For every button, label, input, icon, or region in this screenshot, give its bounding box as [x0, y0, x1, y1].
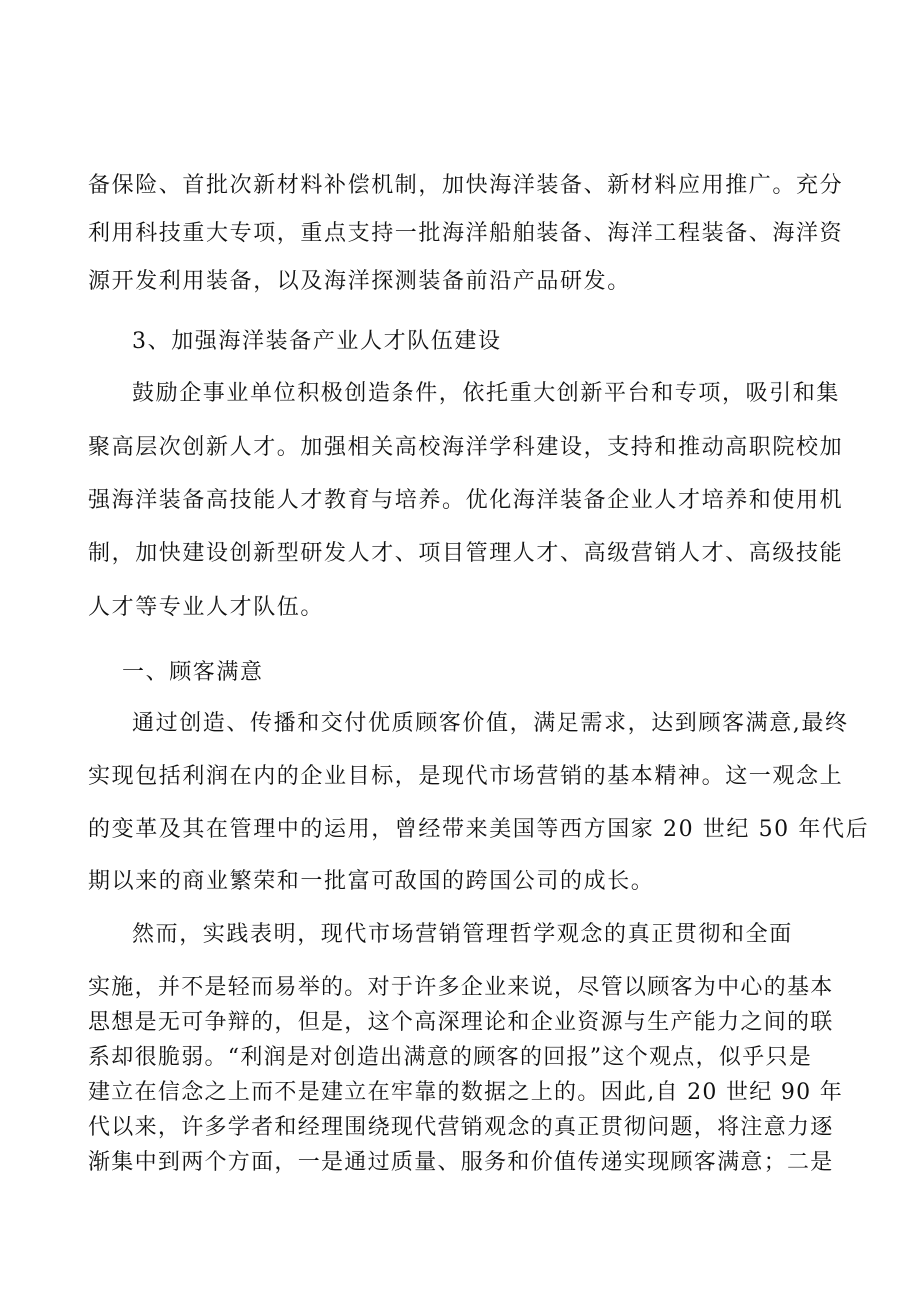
- paragraph-3-line-1: 通过创造、传播和交付优质顾客价值，满足需求，达到顾客满意,最终: [132, 711, 849, 736]
- paragraph-4-line-3: 思想是无可争辩的，但是，这个高深理论和企业资源与生产能力之间的联: [88, 1010, 834, 1035]
- paragraph-1-line-2: 利用科技重大专项，重点支持一批海洋船舶装备、海洋工程装备、海洋资: [88, 221, 844, 246]
- paragraph-4-line-6: 代以来，许多学者和经理围绕现代营销观念的真正贯彻问题，将注意力逐: [88, 1115, 834, 1140]
- paragraph-4-line-4: 系却很脆弱。“利润是对创造出满意的顾客的回报”这个观点，似乎只是: [88, 1045, 813, 1070]
- paragraph-4-line-2: 实施，并不是轻而易举的。对于许多企业来说，尽管以顾客为中心的基本: [88, 975, 834, 1000]
- paragraph-3-line-2: 实现包括利润在内的企业目标，是现代市场营销的基本精神。这一观念上: [88, 764, 844, 789]
- paragraph-1-line-1: 备保险、首批次新材料补偿机制，加快海洋装备、新材料应用推广。充分: [88, 173, 844, 198]
- section-heading-one: 一、顾客满意: [122, 660, 264, 685]
- paragraph-2-line-4: 制，加快建设创新型研发人才、项目管理人才、高级营销人才、高级技能: [88, 541, 844, 566]
- paragraph-2-line-1: 鼓励企事业单位积极创造条件，依托重大创新平台和专项，吸引和集: [132, 381, 841, 406]
- paragraph-4-line-5: 建立在信念之上而不是建立在牢靠的数据之上的。因此,自 20 世纪 90 年: [88, 1080, 844, 1105]
- paragraph-2-line-2: 聚高层次创新人才。加强相关高校海洋学科建设，支持和推动高职院校加: [88, 435, 844, 460]
- section-heading-3: 3、加强海洋装备产业人才队伍建设: [132, 329, 502, 354]
- paragraph-2-line-5: 人才等专业人才队伍。: [88, 595, 325, 620]
- paragraph-3-line-3: 的变革及其在管理中的运用，曾经带来美国等西方国家 20 世纪 50 年代后: [88, 817, 870, 842]
- paragraph-3-line-4: 期以来的商业繁荣和一批富可敌国的跨国公司的成长。: [88, 869, 655, 894]
- paragraph-4-line-7: 渐集中到两个方面，一是通过质量、服务和价值传递实现顾客满意；二是: [88, 1150, 834, 1175]
- paragraph-2-line-3: 强海洋装备高技能人才教育与培养。优化海洋装备企业人才培养和使用机: [88, 488, 844, 513]
- paragraph-1-line-3: 源开发利用装备，以及海洋探测装备前沿产品研发。: [88, 269, 631, 294]
- paragraph-4-line-1: 然而，实践表明，现代市场营销管理哲学观念的真正贯彻和全面: [132, 922, 793, 947]
